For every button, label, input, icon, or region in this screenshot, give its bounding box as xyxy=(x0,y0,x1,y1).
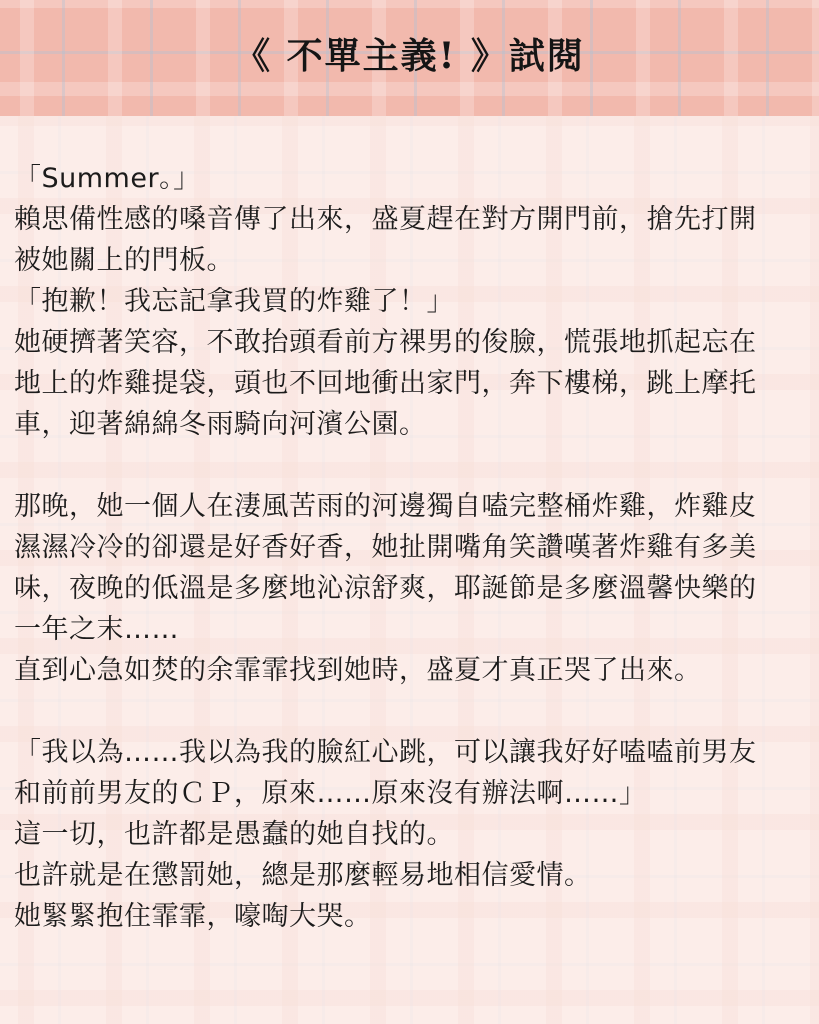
text-line: 這一切，也許都是愚蠢的她自找的。 xyxy=(14,819,454,850)
story-excerpt xyxy=(14,158,809,937)
text-line: 直到心急如焚的余霏霏找到她時，盛夏才真正哭了出來。 xyxy=(14,655,702,686)
page-title: 《 不單主義! 》試閱 xyxy=(234,35,585,77)
text-line: 一年之末…… xyxy=(14,614,179,645)
text-line: 那晚，她一個人在淒風苦雨的河邊獨自嗑完整桶炸雞，炸雞皮 xyxy=(14,491,757,522)
text-line: 也許就是在懲罰她，總是那麼輕易地相信愛情。 xyxy=(14,860,592,891)
text-line: 被她關上的門板。 xyxy=(14,245,234,276)
text-line: 賴思備性感的嗓音傳了出來，盛夏趕在對方開門前，搶先打開 xyxy=(14,204,757,235)
text-line: 和前前男友的ＣＰ，原來……原來沒有辦法啊……」 xyxy=(14,778,647,809)
text-line: 濕濕冷冷的卻還是好香好香，她扯開嘴角笑讚嘆著炸雞有多美 xyxy=(14,532,757,563)
paragraph-gap xyxy=(14,691,809,732)
text-line: 「我以為……我以為我的臉紅心跳，可以讓我好好嗑嗑前男友 xyxy=(14,737,757,768)
text-line: 她緊緊抱住霏霏，嚎啕大哭。 xyxy=(14,901,372,932)
paragraph-gap xyxy=(14,445,809,486)
text-line: 「Summer。」 xyxy=(14,163,201,194)
text-line: 她硬擠著笑容，不敢抬頭看前方裸男的俊臉，慌張地抓起忘在 xyxy=(14,327,757,358)
text-line: 車，迎著綿綿冬雨騎向河濱公園。 xyxy=(14,409,427,440)
text-line: 味，夜晚的低溫是多麼地沁涼舒爽，耶誕節是多麼溫馨快樂的 xyxy=(14,573,757,604)
text-line: 地上的炸雞提袋，頭也不回地衝出家門，奔下樓梯，跳上摩托 xyxy=(14,368,757,399)
text-line: 「抱歉！我忘記拿我買的炸雞了！」 xyxy=(14,286,454,317)
